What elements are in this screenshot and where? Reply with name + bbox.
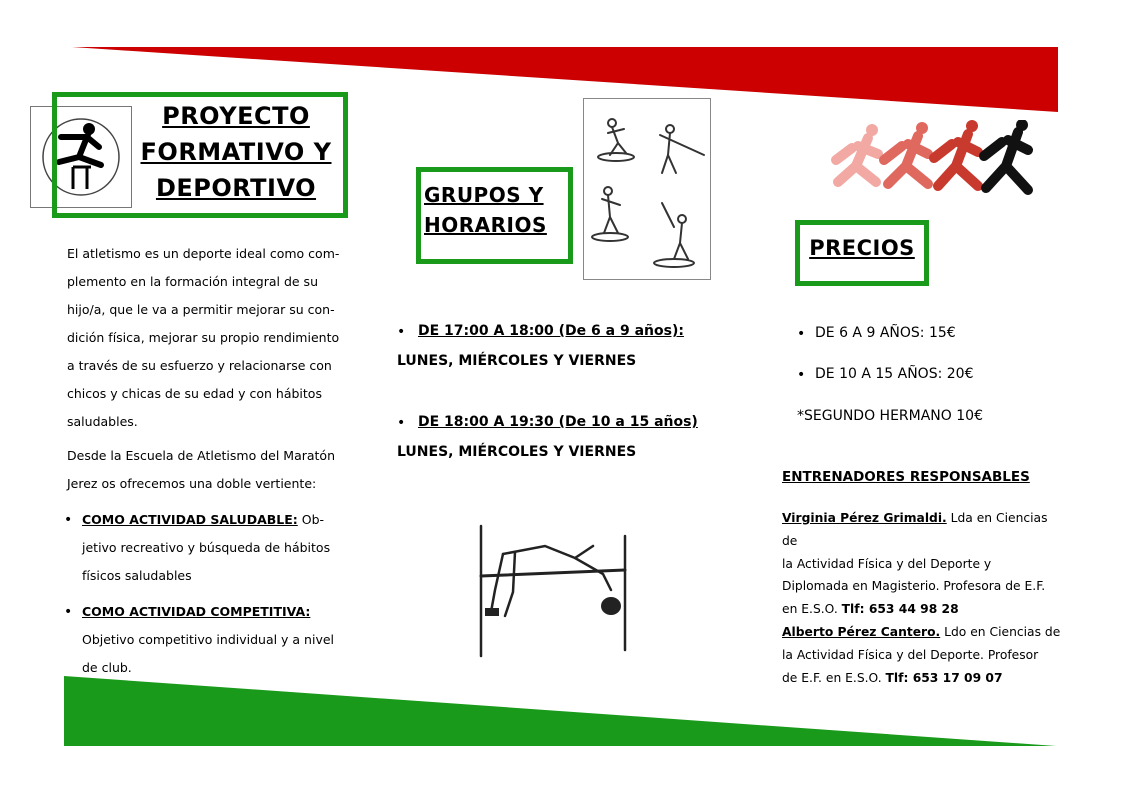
runners-icon	[822, 120, 1052, 208]
group2-time: DE 18:00 A 19:30 (De 10 a 15 años)	[418, 414, 698, 430]
text-line: la Actividad Física y del Deporte. Profesor	[782, 647, 1039, 662]
coach-phone: Tlf: 653 44 98 28	[841, 602, 959, 617]
price-6-9: DE 6 A 9 AÑOS: 15€	[815, 325, 956, 341]
bullet-icon: •	[797, 326, 806, 342]
offer-paragraph	[67, 442, 357, 498]
bullet-icon: •	[64, 604, 73, 620]
text-line	[782, 667, 1062, 690]
title-line: FORMATIVO Y	[140, 138, 332, 166]
text-line	[782, 598, 1062, 621]
bullet-icon: •	[797, 367, 806, 383]
text-line: Jerez os ofrecemos una doble vertiente:	[67, 476, 317, 491]
text-line: físicos saludables	[82, 568, 192, 583]
item-text: Ob-	[297, 512, 325, 527]
bullet-icon: •	[64, 512, 73, 528]
intro-paragraph	[67, 240, 357, 436]
coach-phone: Tlf: 653 17 09 07	[885, 670, 1003, 685]
coach-text: Lda en Ciencias de	[782, 511, 1048, 548]
coach-text: Ldo en Ciencias de	[940, 624, 1061, 639]
title-line: HORARIOS	[424, 213, 547, 237]
title-line: DEPORTIVO	[155, 174, 317, 202]
text-line: Diplomada en Magisterio. Profesora de E.F.	[782, 579, 1046, 594]
price-10-15: DE 10 A 15 AÑOS: 20€	[815, 366, 974, 382]
list-item-saludable	[82, 506, 357, 590]
text-line	[82, 506, 357, 534]
coaches-title: ENTRENADORES RESPONSABLES	[782, 469, 1030, 485]
coach-text: en E.S.O.	[782, 602, 842, 617]
text-line: dición física, mejorar su propio rendimiento	[67, 330, 340, 345]
group1-days: LUNES, MIÉRCOLES Y VIERNES	[397, 353, 637, 369]
coach-name: Alberto Pérez Cantero.	[782, 624, 941, 639]
text-line: a través de su esfuerzo y relacionarse con	[67, 358, 332, 373]
text-line: chicos y chicas de su edad y con hábitos	[67, 386, 322, 401]
group1-time: DE 17:00 A 18:00 (De 6 a 9 años):	[418, 323, 684, 339]
text-line: El atletismo es un deporte ideal como com-	[67, 246, 340, 261]
throwers-illustration	[583, 98, 711, 280]
text-line: jetivo recreativo y búsqueda de hábitos	[82, 540, 331, 555]
high-jump-illustration	[455, 520, 645, 660]
high-jump-icon	[455, 520, 645, 660]
coaches-info	[782, 507, 1062, 689]
coach-name: Virginia Pérez Grimaldi.	[782, 511, 947, 525]
coach-text: de E.F. en E.S.O.	[782, 670, 886, 685]
section-title-precios: PRECIOS	[809, 236, 915, 260]
throwers-icon	[584, 99, 710, 279]
text-line: de club.	[82, 660, 132, 675]
text-line: saludables.	[67, 414, 138, 429]
text-line: hijo/a, que le va a permitir mejorar su con-	[67, 302, 335, 317]
title-line: GRUPOS Y	[424, 183, 544, 207]
list-item-competitiva	[82, 598, 357, 682]
bullet-icon: •	[397, 324, 406, 340]
item-heading: COMO ACTIVIDAD COMPETITIVA:	[82, 604, 311, 619]
bullet-icon: •	[397, 415, 406, 431]
text-line	[782, 507, 1062, 553]
text-line: la Actividad Física y del Deporte y	[782, 556, 992, 571]
sibling-price: *SEGUNDO HERMANO 10€	[797, 408, 983, 424]
text-line: Desde la Escuela de Atletismo del Maratón	[67, 448, 335, 463]
section-title-grupos	[424, 180, 564, 240]
item-heading: COMO ACTIVIDAD SALUDABLE:	[82, 512, 298, 527]
title-line: PROYECTO	[162, 102, 310, 130]
text-line	[782, 621, 1062, 644]
text-line: Objetivo competitivo individual y a nivel	[82, 632, 335, 647]
runners-illustration	[822, 120, 1052, 208]
text-line: plemento en la formación integral de su	[67, 274, 318, 289]
page-title	[130, 98, 342, 206]
group2-days: LUNES, MIÉRCOLES Y VIERNES	[397, 444, 637, 460]
